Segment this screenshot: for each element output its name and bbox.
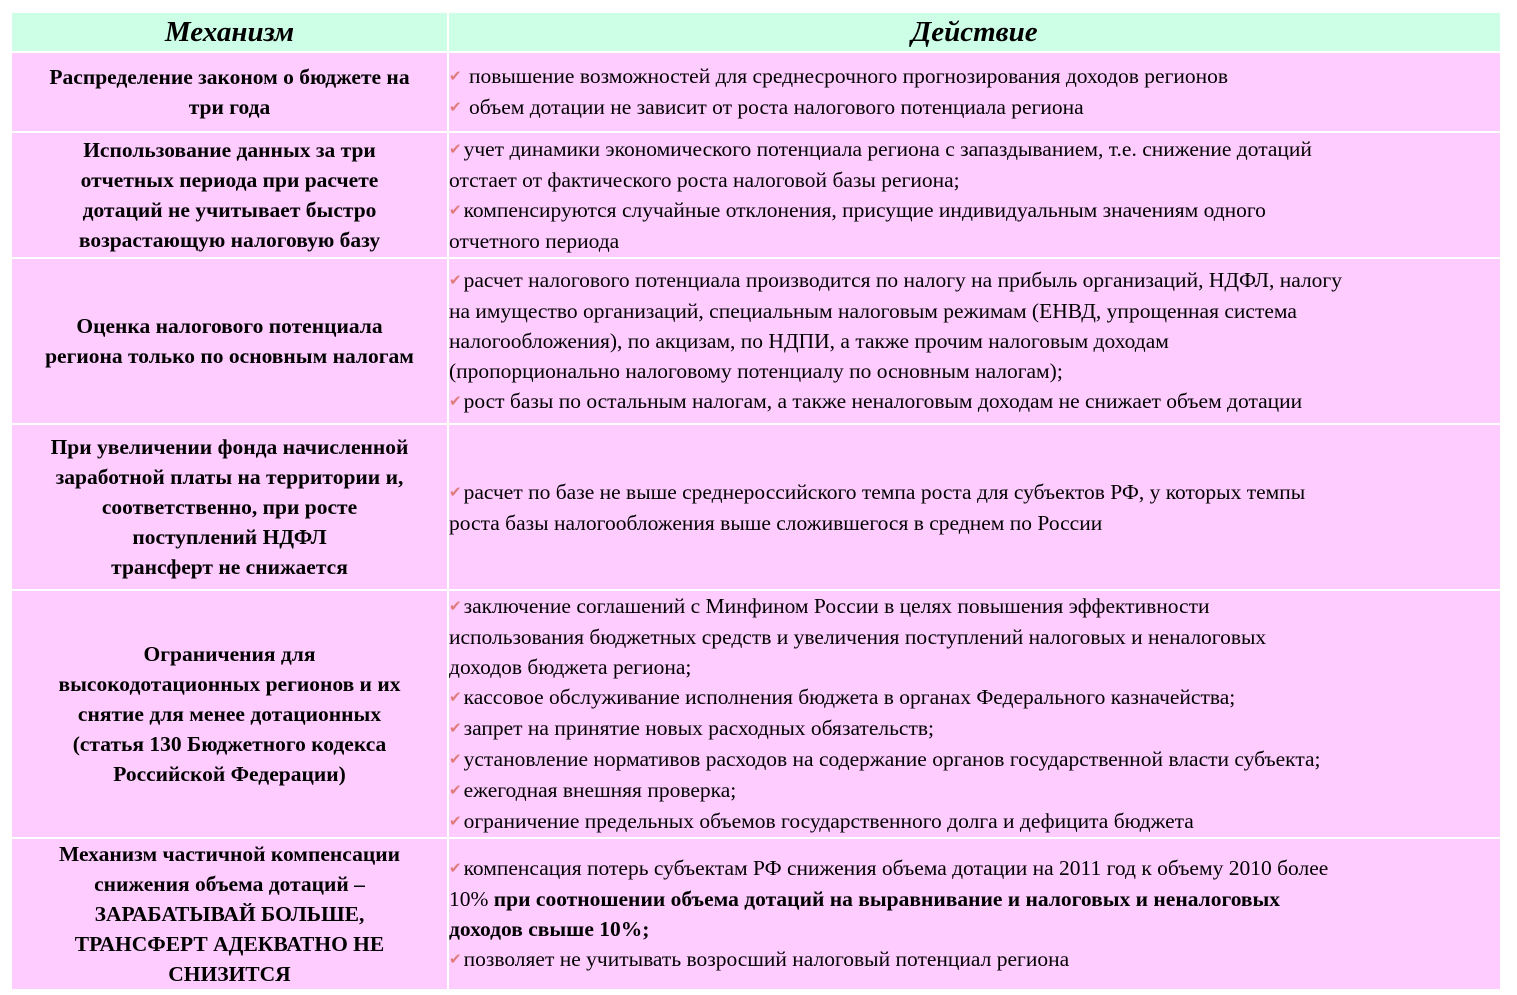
checkmark-icon: ✔ — [449, 814, 462, 830]
mechanism-line: ЗАРАБАТЫВАЙ БОЛЬШЕ, — [94, 902, 365, 926]
table-body — [11, 52, 1501, 990]
mechanism-line: дотаций не учитывает быстро — [82, 198, 377, 222]
action-line — [449, 326, 1500, 356]
mechanism-line: возрастающую налоговую базу — [78, 228, 381, 252]
action-text: заключение соглашений с Минфином России в целях повышения эффективности — [463, 594, 1210, 618]
action-line — [449, 744, 1500, 775]
action-line — [449, 806, 1500, 837]
mechanism-line: трансферт не снижается — [111, 555, 348, 579]
table-row — [11, 590, 1501, 838]
checkmark-icon: ✔ — [449, 752, 462, 768]
mechanism-cell — [11, 132, 448, 258]
checkmark-icon: ✔ — [449, 861, 462, 877]
action-text: 10% — [449, 887, 494, 911]
action-line — [449, 884, 1500, 914]
checkmark-icon: ✔ — [449, 690, 462, 706]
action-cell — [448, 132, 1501, 258]
mechanism-cell — [11, 838, 448, 990]
mechanism-cell — [11, 424, 448, 590]
action-text: на имущество организаций, специальным налоговым режимам (ЕНВД, упрощенная система — [449, 299, 1297, 323]
table-row — [11, 52, 1501, 132]
action-text: компенсация потерь субъектам РФ снижения объема дотации на 2011 год к объему 2010 более — [463, 856, 1329, 880]
action-line — [449, 652, 1500, 682]
action-line — [449, 296, 1500, 326]
action-text: кассовое обслуживание исполнения бюджета в органах Федерального казначейства; — [463, 685, 1236, 709]
mechanism-line: отчетных периода при расчете — [80, 168, 379, 192]
mechanism-line: СНИЗИТСЯ — [168, 962, 291, 986]
checkmark-icon: ✔ — [449, 599, 462, 615]
action-line — [449, 386, 1500, 417]
action-line — [449, 591, 1500, 622]
action-text: отчетного периода — [449, 229, 620, 253]
action-text: расчет налогового потенциала производится по налогу на прибыль организаций, НДФЛ, налогу — [463, 268, 1343, 292]
table-header-row — [11, 12, 1501, 52]
mechanism-line: Распределение законом о бюджете на — [49, 65, 410, 89]
mechanism-line: Использование данных за три — [83, 138, 376, 162]
action-cell — [448, 590, 1501, 838]
mechanism-line: ТРАНСФЕРТ АДЕКВАТНО НЕ — [74, 932, 385, 956]
action-line — [449, 914, 1500, 944]
mechanism-line: Оценка налогового потенциала — [76, 314, 383, 338]
action-line — [449, 356, 1500, 386]
mechanism-line: Ограничения для — [143, 642, 316, 666]
checkmark-icon: ✔ — [449, 783, 462, 799]
mechanism-line: высокодотационных регионов и их — [58, 672, 401, 696]
action-line — [449, 165, 1500, 195]
mechanism-line: три года — [188, 95, 271, 119]
mechanism-cell — [11, 258, 448, 424]
action-text: рост базы по остальным налогам, а также неналоговым доходам не снижает объем дотации — [463, 389, 1303, 413]
action-line — [449, 134, 1500, 165]
table-row — [11, 424, 1501, 590]
mechanism-line: При увеличении фонда начисленной — [50, 435, 409, 459]
action-text: (пропорционально налоговому потенциалу по основным налогам); — [449, 359, 1063, 383]
action-cell — [448, 52, 1501, 132]
table-row — [11, 258, 1501, 424]
action-cell — [448, 838, 1501, 990]
checkmark-icon: ✔ — [449, 394, 462, 410]
action-text-bold: при соотношении объема дотаций на выравнивание и налоговых и неналоговых — [493, 887, 1281, 911]
mechanism-table — [10, 11, 1502, 991]
checkmark-icon: ✔ — [449, 142, 462, 158]
action-line — [449, 477, 1500, 508]
mechanism-line: (статья 130 Бюджетного кодекса — [72, 732, 387, 756]
checkmark-icon: ✔ — [449, 100, 462, 116]
action-text: отстает от фактического роста налоговой базы региона; — [449, 168, 960, 192]
action-text: повышение возможностей для среднесрочного прогнозирования доходов регионов — [463, 64, 1229, 88]
header-action: Действие — [448, 12, 1501, 52]
action-line — [449, 713, 1500, 744]
action-text: ограничение предельных объемов государственного долга и дефицита бюджета — [463, 809, 1194, 833]
action-line — [449, 92, 1500, 123]
checkmark-icon: ✔ — [449, 952, 462, 968]
checkmark-icon: ✔ — [449, 484, 462, 501]
action-text: запрет на принятие новых расходных обязательств; — [463, 716, 934, 740]
mechanism-line: соответственно, при росте — [101, 495, 358, 519]
action-text: объем дотации не зависит от роста налогового потенциала региона — [463, 95, 1084, 119]
header-mechanism: Механизм — [11, 12, 448, 52]
mechanism-line: поступлений НДФЛ — [132, 525, 327, 549]
mechanism-line: Российской Федерации) — [113, 762, 346, 786]
action-line — [449, 944, 1500, 975]
mechanism-line: Механизм частичной компенсации — [59, 842, 400, 866]
action-line — [449, 226, 1500, 256]
checkmark-icon: ✔ — [449, 273, 462, 289]
mechanism-line: заработной платы на территории и, — [55, 465, 404, 489]
action-text-bold: доходов свыше 10%; — [449, 917, 650, 941]
checkmark-icon: ✔ — [449, 69, 462, 85]
action-line — [449, 61, 1500, 92]
action-text: компенсируются случайные отклонения, присущие индивидуальным значениям одного — [463, 198, 1266, 222]
checkmark-icon: ✔ — [449, 721, 462, 737]
action-text: использования бюджетных средств и увеличения поступлений налоговых и неналоговых — [449, 625, 1267, 649]
action-text: налогообложения), по акцизам, по НДПИ, а также прочим налоговым доходам — [449, 329, 1169, 353]
mechanism-line: снятие для менее дотационных — [77, 702, 382, 726]
action-line — [449, 622, 1500, 652]
action-line — [449, 775, 1500, 806]
checkmark-icon: ✔ — [449, 203, 462, 219]
action-cell — [448, 258, 1501, 424]
table-row — [11, 838, 1501, 990]
action-text: установление нормативов расходов на содержание органов государственной власти субъекта; — [463, 747, 1321, 771]
action-text: роста базы налогообложения выше сложившегося в среднем по России — [449, 510, 1103, 535]
action-text: позволяет не учитывать возросший налоговый потенциал региона — [463, 947, 1070, 971]
action-line — [449, 508, 1500, 538]
action-text: доходов бюджета региона; — [449, 655, 692, 679]
action-line — [449, 265, 1500, 296]
action-cell — [448, 424, 1501, 590]
mechanism-line: региона только по основным налогам — [45, 344, 414, 368]
action-line — [449, 195, 1500, 226]
action-line — [449, 682, 1500, 713]
action-text: учет динамики экономического потенциала региона с запаздыванием, т.е. снижение дотаций — [463, 137, 1312, 161]
action-line — [449, 853, 1500, 884]
mechanism-cell — [11, 52, 448, 132]
mechanism-line: снижения объема дотаций – — [94, 872, 365, 896]
action-text: ежегодная внешняя проверка; — [463, 778, 737, 802]
action-text: расчет по базе не выше среднероссийского темпа роста для субъектов РФ, у которых темпы — [463, 479, 1306, 504]
mechanism-cell — [11, 590, 448, 838]
table-row — [11, 132, 1501, 258]
